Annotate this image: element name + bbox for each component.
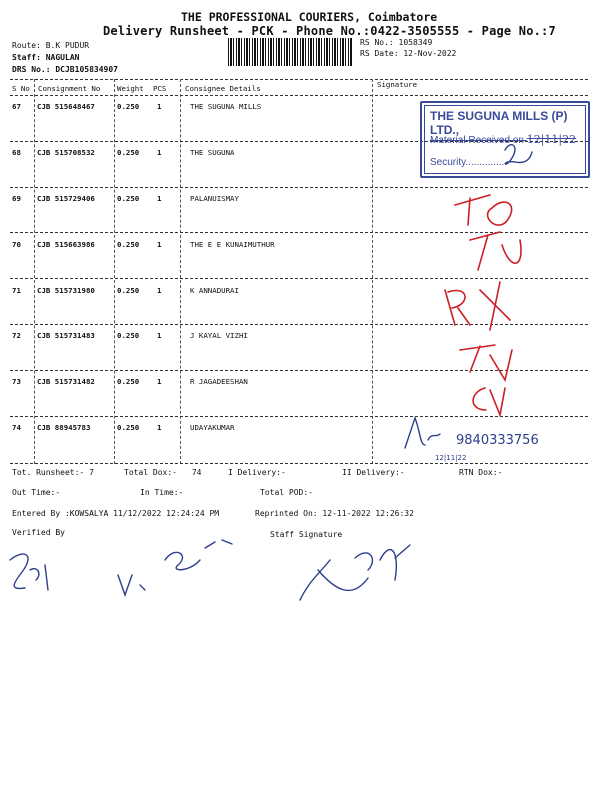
- cell-sno: 68: [12, 148, 21, 157]
- in-time: In Time:-: [140, 488, 184, 497]
- cell-consignment: CJB 515648467: [37, 102, 95, 111]
- staff-signature-label: Staff Signature: [270, 530, 343, 539]
- cell-consignment: CJB 515731980: [37, 286, 95, 295]
- cell-pcs: 1: [157, 331, 162, 340]
- cell-weight: 0.250: [117, 148, 140, 157]
- cell-weight: 0.250: [117, 194, 140, 203]
- rto-mark-1: [455, 195, 490, 225]
- total-dox-label: Total Dox:-: [124, 468, 177, 477]
- cell-pcs: 1: [157, 240, 162, 249]
- cell-pcs: 1: [157, 194, 162, 203]
- cell-pcs: 1: [157, 102, 162, 111]
- cell-consignee: R JAGADEESHAN: [190, 377, 248, 386]
- stamp-signature: [505, 145, 532, 164]
- verified-by-label: Verified By: [12, 528, 65, 537]
- cell-consignee: J KAYAL VIZHI: [190, 331, 248, 340]
- rto-mark-4: [502, 240, 521, 263]
- route-label: Route:: [12, 41, 41, 50]
- cell-sno: 71: [12, 286, 21, 295]
- staff-value: NAGULAN: [45, 53, 80, 62]
- cell-weight: 0.250: [117, 331, 140, 340]
- cell-sno: 72: [12, 331, 21, 340]
- rto-mark-7: [460, 345, 495, 372]
- cell-weight: 0.250: [117, 286, 140, 295]
- cell-pcs: 1: [157, 423, 162, 432]
- cell-weight: 0.250: [117, 240, 140, 249]
- drs-label: DRS No.:: [12, 65, 51, 74]
- rtn-dox: RTN Dox:-: [459, 468, 503, 477]
- col-header-consignment: Consignment No: [38, 84, 101, 93]
- cell-consignee: UDAYAKUMAR: [190, 423, 235, 432]
- verified-signature-2: [118, 540, 232, 595]
- staff-label: Staff:: [12, 53, 41, 62]
- date-note: 12|11|22: [435, 454, 467, 462]
- entered-by: Entered By :KOWSALYA 11/12/2022 12:24:24 PM: [12, 509, 220, 518]
- total-pod: Total POD:-: [260, 488, 313, 497]
- cell-consignee: PALANUISMAY: [190, 194, 239, 203]
- cell-sno: 74: [12, 423, 21, 432]
- rto-mark-6: [480, 282, 510, 330]
- udayakumar-signature: [405, 418, 440, 448]
- cell-sno: 73: [12, 377, 21, 386]
- cell-sno: 69: [12, 194, 21, 203]
- cell-pcs: 1: [157, 286, 162, 295]
- tot-runsheet: Tot. Runsheet:- 7: [12, 468, 94, 477]
- cell-consignee: THE SUGUNA MILLS: [190, 102, 262, 111]
- company-title: THE PROFESSIONAL COURIERS, Coimbatore: [181, 10, 438, 24]
- rto-marks: [445, 195, 521, 415]
- reprinted-on: Reprinted On: 12-11-2022 12:26:32: [255, 509, 414, 518]
- rto-mark-3: [470, 232, 500, 270]
- cell-consignee: K ANNADURAI: [190, 286, 239, 295]
- cell-weight: 0.250: [117, 102, 140, 111]
- total-dox: [124, 468, 201, 477]
- cell-consignee: THE E E KUNAIMUTHUR: [190, 240, 275, 249]
- rto-mark-10: [490, 388, 505, 415]
- rs-date-value: 12-Nov-2022: [403, 49, 457, 58]
- route-value: B.K PUDUR: [45, 41, 90, 50]
- cell-sno: 67: [12, 102, 21, 111]
- cell-sno: 70: [12, 240, 21, 249]
- cell-weight: 0.250: [117, 377, 140, 386]
- rto-mark-5: [445, 290, 470, 325]
- phone-note: 9840333756: [456, 433, 539, 448]
- col-header-sno: S No: [12, 84, 30, 93]
- cell-weight: 0.250: [117, 423, 140, 432]
- rto-mark-9: [473, 388, 486, 410]
- stamp-received-date: 12|11|22: [526, 133, 577, 146]
- staff-signature: [300, 545, 410, 600]
- rs-no-label: RS No.:: [360, 38, 394, 47]
- i-delivery: I Delivery:-: [228, 468, 286, 477]
- stamp-security: Security...............: [430, 157, 508, 168]
- stamp-security-label: Security: [430, 157, 466, 168]
- col-header-consignee: Consignee Details: [185, 84, 261, 93]
- cell-consignment: CJB 515708532: [37, 148, 95, 157]
- ii-delivery: II Delivery:-: [342, 468, 405, 477]
- cell-consignment: CJB 515731482: [37, 377, 95, 386]
- cell-pcs: 1: [157, 377, 162, 386]
- rto-text: RTO: [470, 235, 473, 236]
- total-dox-value: 74: [191, 468, 202, 477]
- cell-consignment: CJB 88945783: [37, 423, 91, 432]
- col-header-pcs: PCS: [153, 84, 167, 93]
- col-header-weight: Weight: [117, 84, 144, 93]
- runsheet-subtitle: Delivery Runsheet - PCK - Phone No.:0422-3505555 - Page No.:7: [103, 24, 556, 38]
- verified-signature-1: [10, 554, 48, 590]
- cell-consignment: CJB 515663986: [37, 240, 95, 249]
- stamp-company: THE SUGUNA MILLS (P) LTD.,: [430, 109, 568, 137]
- out-time: Out Time:-: [12, 488, 61, 497]
- cell-consignment: CJB 515731483: [37, 331, 95, 340]
- cell-pcs: 1: [157, 148, 162, 157]
- rs-date-label: RS Date:: [360, 49, 399, 58]
- rs-no-value: 1058349: [398, 38, 433, 47]
- stamp-received-label: Material Received on: [430, 135, 524, 146]
- cell-consignment: CJB 515729406: [37, 194, 95, 203]
- drs-value: DCJB105834907: [55, 65, 118, 74]
- rto-mark-8: [490, 350, 512, 380]
- cell-consignee: THE SUGUNA: [190, 148, 235, 157]
- col-header-signature: Signature: [377, 80, 418, 89]
- rto-mark-2: [488, 202, 512, 225]
